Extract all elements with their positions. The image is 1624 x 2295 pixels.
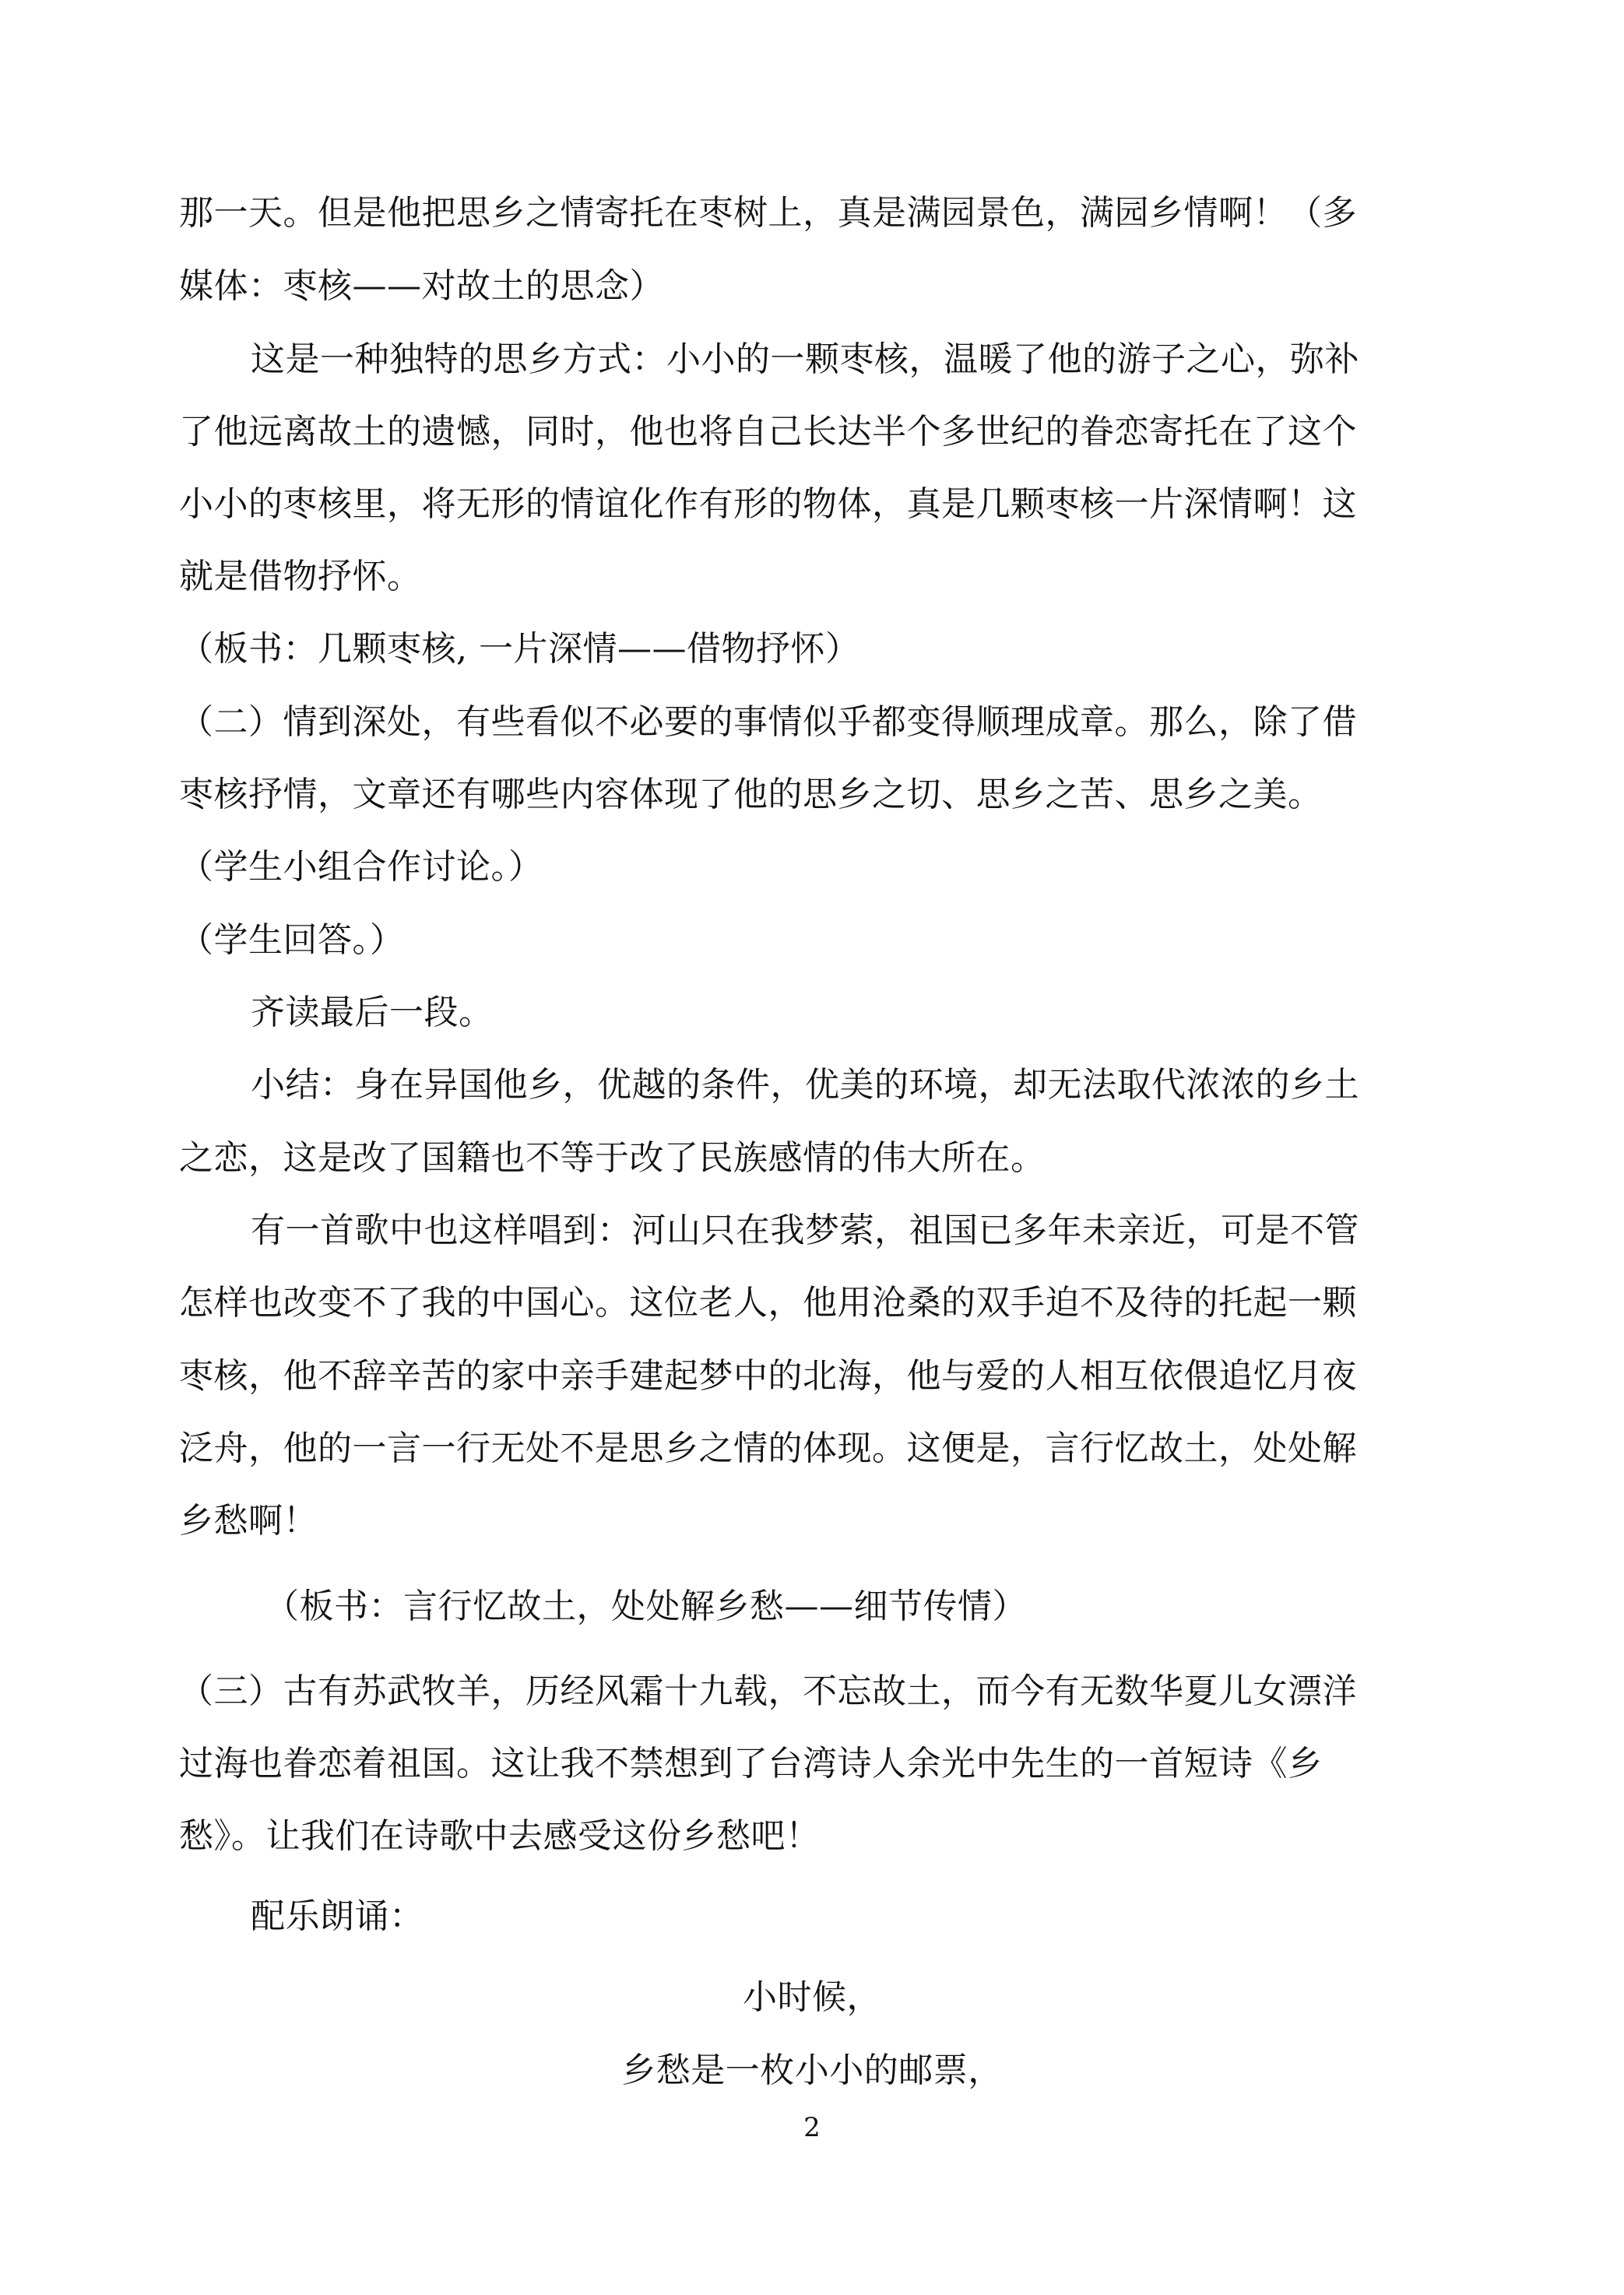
page-number: 2 (803, 2112, 821, 2143)
section-heading-line: （二）情到深处，有些看似不必要的事情似乎都变得顺理成章。那么，除了借 (179, 702, 1357, 742)
paragraph-line: 愁》。让我们在诗歌中去感受这份乡愁吧！ (179, 1816, 821, 1856)
paragraph-line: 乡愁啊！ (179, 1501, 318, 1541)
poem-line: 小时候， (743, 1977, 881, 2017)
paragraph-line: 枣核，他不辞辛苦的家中亲手建起梦中的北海，他与爱的人相互依偎追忆月夜 (179, 1356, 1357, 1396)
paragraph-line: 泛舟，他的一言一行无处不是思乡之情的体现。这便是，言行忆故土，处处解 (179, 1429, 1357, 1468)
paragraph-line: 怎样也改变不了我的中国心。这位老人，他用沧桑的双手迫不及待的托起一颗 (179, 1283, 1357, 1323)
board-note: （板书：言行忆故土，处处解乡愁——细节传情） (265, 1587, 1027, 1626)
paragraph-line: 就是借物抒怀。 (179, 557, 422, 596)
section-heading-line: （三）古有苏武牧羊，历经风霜十九载，不忘故土，而今有无数华夏儿女漂洋 (179, 1671, 1357, 1711)
student-activity-note: （学生小组合作讨论。） (179, 847, 543, 887)
board-note: （板书：几颗枣核, 一片深情——借物抒怀） (179, 629, 860, 669)
paragraph-line: 媒体：枣核——对故土的思念） (179, 266, 664, 306)
paragraph-line: 枣核抒情，文章还有哪些内容体现了他的思乡之切、思乡之苦、思乡之美。 (179, 775, 1323, 814)
paragraph-line: 小小的枣核里，将无形的情谊化作有形的物体，真是几颗枣核一片深情啊！这 (179, 484, 1357, 524)
paragraph-line: 过海也眷恋着祖国。这让我不禁想到了台湾诗人余光中先生的一首短诗《乡 (179, 1744, 1323, 1784)
recitation-label: 配乐朗诵： (251, 1896, 424, 1936)
paragraph-line: 之恋，这是改了国籍也不等于改了民族感情的伟大所在。 (179, 1138, 1046, 1178)
paragraph-line: 有一首歌中也这样唱到：河山只在我梦萦，祖国已多年未亲近，可是不管 (251, 1211, 1359, 1250)
paragraph-line: 那一天。但是他把思乡之情寄托在枣树上，真是满园景色，满园乡情啊！（多 (179, 193, 1357, 233)
paragraph-line: 小结：身在异国他乡，优越的条件，优美的环境，却无法取代浓浓的乡土 (251, 1065, 1359, 1105)
poem-line: 乡愁是一枚小小的邮票， (621, 2051, 1003, 2090)
paragraph-line: 这是一种独特的思乡方式：小小的一颗枣核，温暖了他的游子之心，弥补 (251, 339, 1359, 379)
paragraph-line: 齐读最后一段。 (251, 993, 494, 1032)
student-activity-note: （学生回答。） (179, 920, 405, 960)
paragraph-line: 了他远离故土的遗憾，同时，他也将自己长达半个多世纪的眷恋寄托在了这个 (179, 412, 1357, 452)
